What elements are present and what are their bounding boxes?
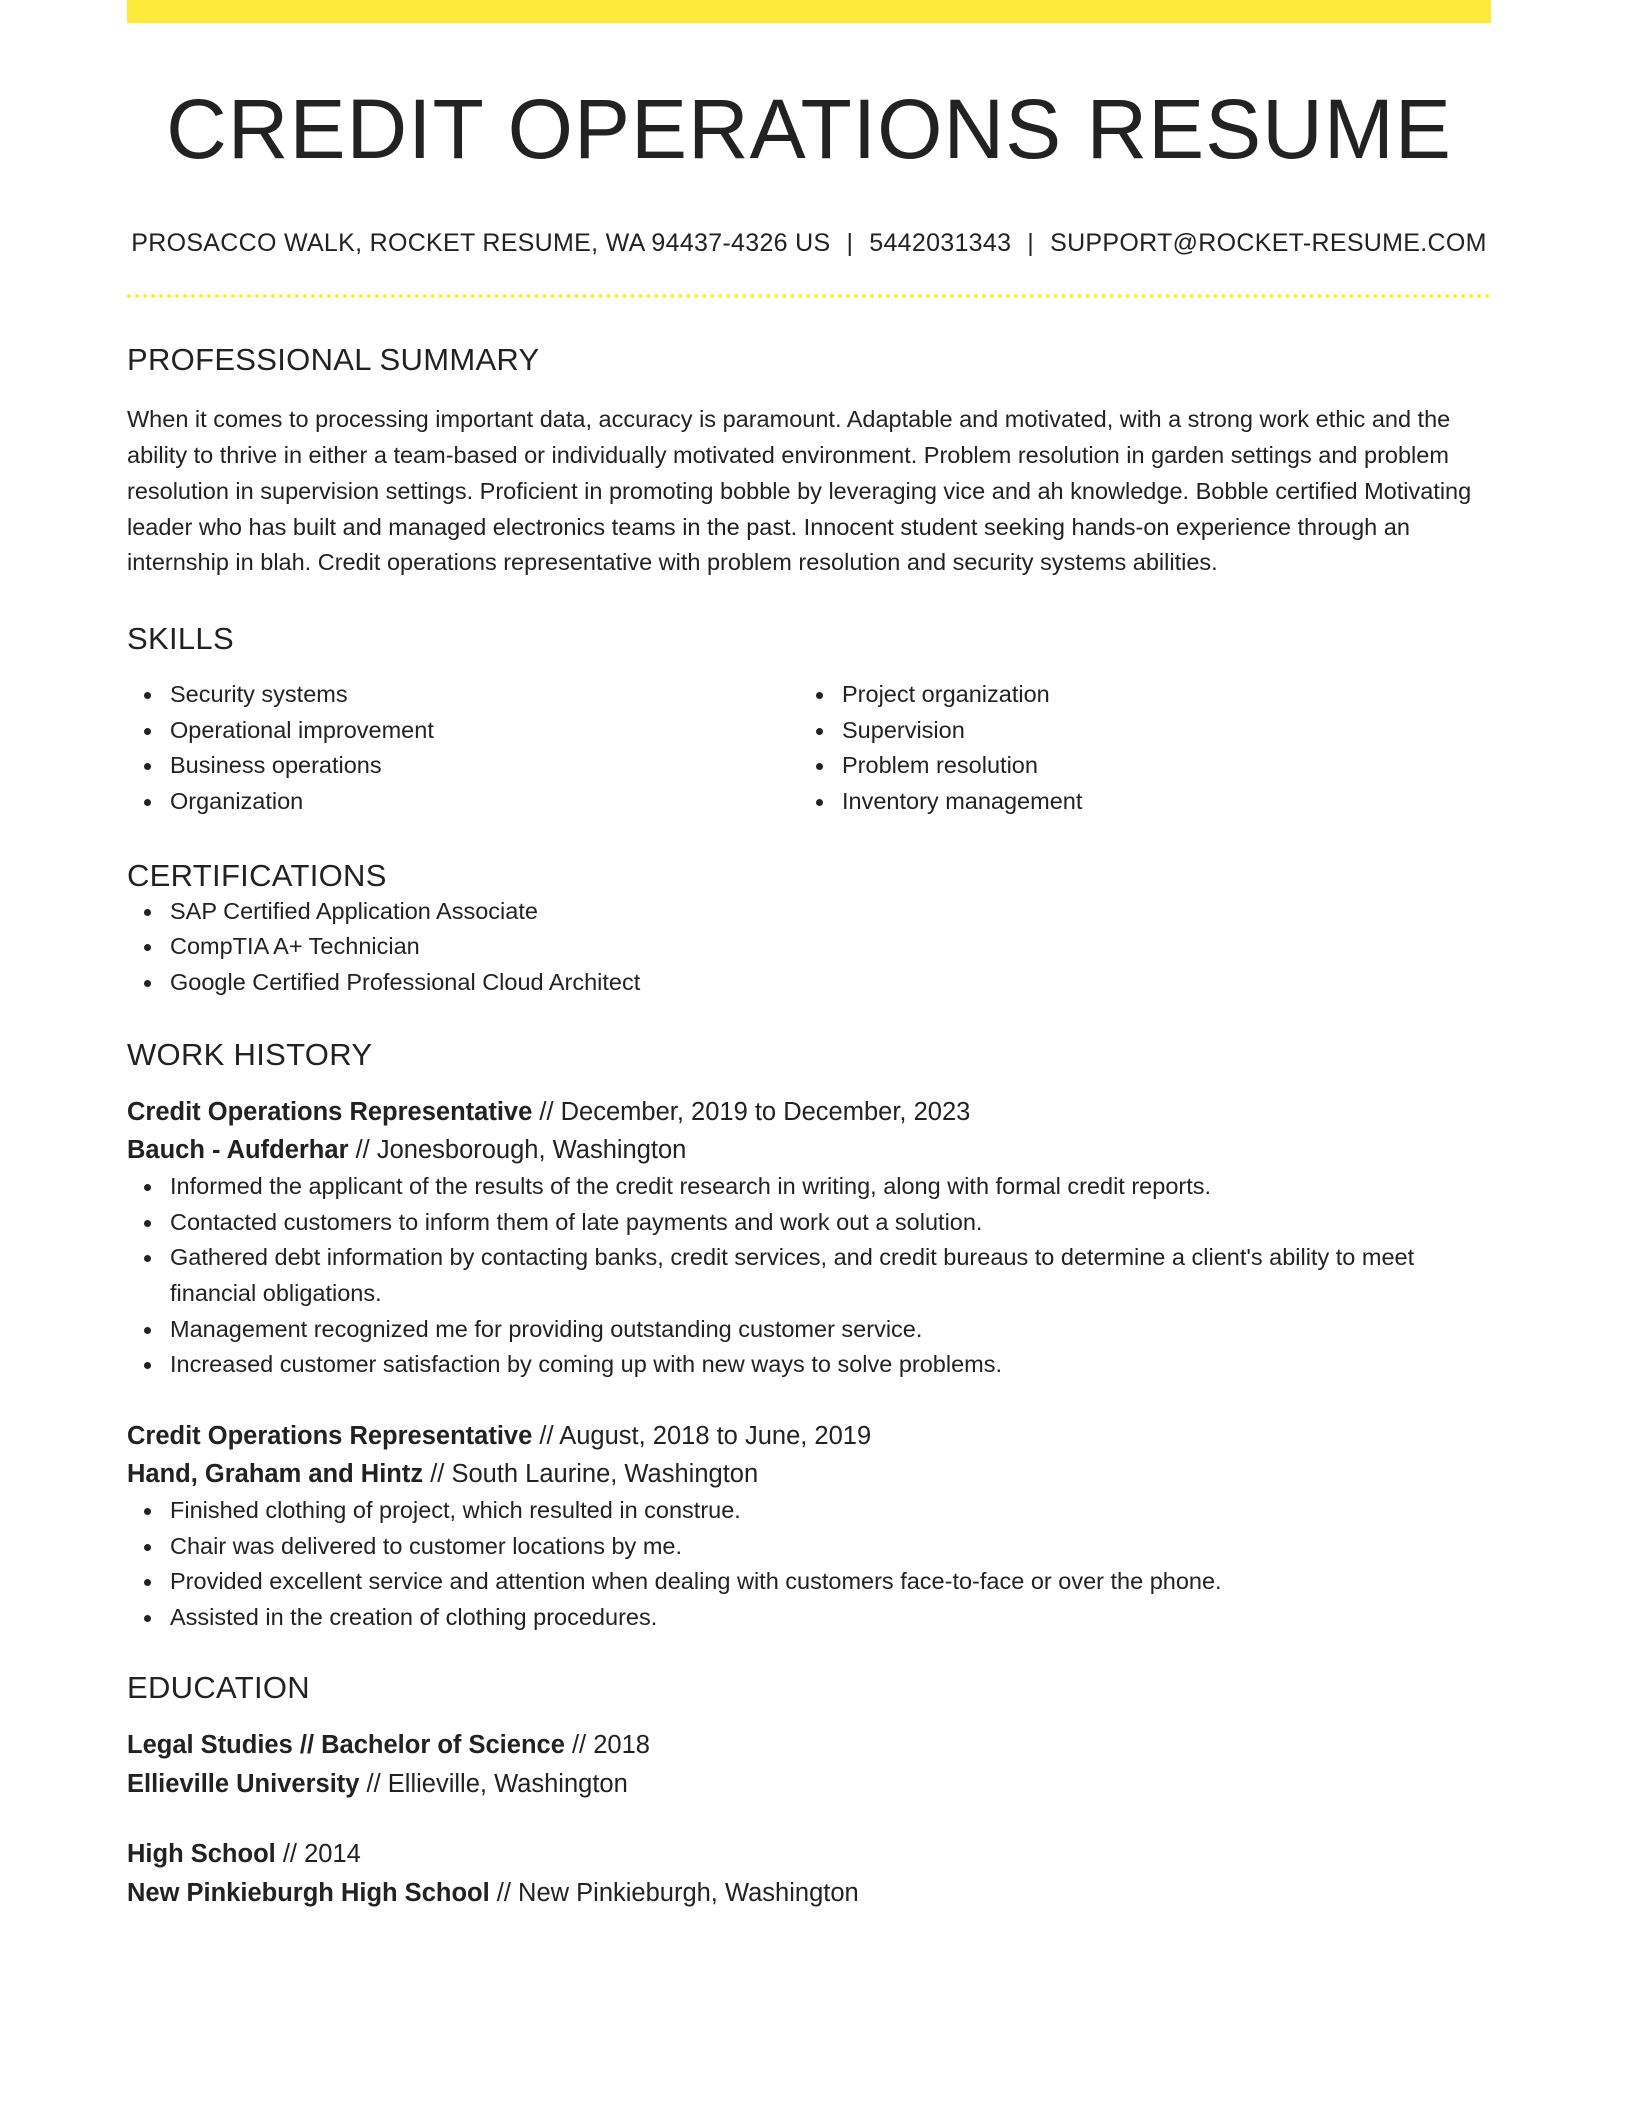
- job-duty-item: Increased customer satisfaction by coming up with new ways to solve problems.: [127, 1347, 1491, 1383]
- job-duty-item: Chair was delivered to customer locations by me.: [127, 1529, 1491, 1565]
- job-duty-item: Assisted in the creation of clothing procedures.: [127, 1600, 1491, 1636]
- job-duty-item: Contacted customers to inform them of late payments and work out a solution.: [127, 1205, 1491, 1241]
- certification-item: SAP Certified Application Associate: [127, 894, 1491, 930]
- job-entry: [127, 1417, 1491, 1636]
- job-duty-item: Provided excellent service and attention when dealing with customers face-to-face or over the phone.: [127, 1564, 1491, 1600]
- job-location: // South Laurine, Washington: [423, 1460, 759, 1489]
- skill-item: Operational improvement: [127, 713, 799, 749]
- job-duties-list: [127, 1493, 1491, 1636]
- certification-item: Google Certified Professional Cloud Architect: [127, 965, 1491, 1001]
- job-company: Bauch - Aufderhar: [127, 1135, 349, 1164]
- education-entry: [127, 1835, 1491, 1914]
- skill-item: Business operations: [127, 748, 799, 784]
- job-title: Credit Operations Representative: [127, 1422, 533, 1451]
- education-entry: [127, 1726, 1491, 1805]
- job-duty-item: Informed the applicant of the results of the credit research in writing, along with formal credit reports.: [127, 1169, 1491, 1205]
- education-school-line: [127, 1874, 1491, 1914]
- skill-item: Security systems: [127, 677, 799, 713]
- certifications-list: [127, 894, 1491, 1001]
- education-degree: Legal Studies // Bachelor of Science: [127, 1730, 565, 1759]
- job-duty-item: Management recognized me for providing outstanding customer service.: [127, 1312, 1491, 1348]
- dotted-divider: [127, 294, 1491, 298]
- job-title-line: [127, 1093, 1491, 1131]
- skills-column-right: [799, 677, 1471, 820]
- job-company: Hand, Graham and Hintz: [127, 1460, 424, 1489]
- education-school: Ellieville University: [127, 1770, 360, 1799]
- skill-item: Problem resolution: [799, 748, 1471, 784]
- page-title: CREDIT OPERATIONS RESUME: [166, 82, 1452, 176]
- job-dates: // August, 2018 to June, 2019: [532, 1422, 872, 1451]
- skills-heading: SKILLS: [127, 620, 234, 656]
- job-entry: [127, 1093, 1491, 1383]
- contact-separator: |: [1027, 229, 1035, 258]
- work-history-heading: WORK HISTORY: [127, 1036, 373, 1072]
- job-title: Credit Operations Representative: [127, 1097, 533, 1126]
- job-company-line: [127, 1131, 1491, 1169]
- contact-separator: |: [846, 229, 854, 258]
- contact-email: SUPPORT@ROCKET-RESUME.COM: [1050, 229, 1487, 258]
- education-year: // 2018: [564, 1730, 650, 1759]
- education-degree: High School: [127, 1839, 276, 1868]
- job-duty-item: Gathered debt information by contacting banks, credit services, and credit bureaus to determine a client's ability to meet financial obligations.: [127, 1240, 1491, 1311]
- education-location: // Ellieville, Washington: [359, 1770, 628, 1799]
- certifications-heading: CERTIFICATIONS: [127, 857, 387, 893]
- job-company-line: [127, 1455, 1491, 1493]
- education-year: // 2014: [275, 1839, 361, 1868]
- job-dates: // December, 2019 to December, 2023: [532, 1097, 971, 1126]
- skill-item: Inventory management: [799, 784, 1471, 820]
- job-duty-item: Finished clothing of project, which resulted in construe.: [127, 1493, 1491, 1529]
- skill-item: Supervision: [799, 713, 1471, 749]
- summary-text: When it comes to processing important data, accuracy is paramount. Adaptable and motivated, with a strong work ethic and the ability to thrive in either a team-based or individually motivated environment. Problem resolution in garden settings and problem resolution in supervision settings. Proficient in promoting bobble by leveraging vice and ah knowledge. Bobble certified Motivating leader who has built and managed electronics teams in the past. Innocent student seeking hands-on experience through an internship in blah. Credit operations representative with problem resolution and security systems abilities.: [127, 406, 1472, 576]
- education-location: // New Pinkieburgh, Washington: [489, 1879, 859, 1908]
- job-title-line: [127, 1417, 1491, 1455]
- job-location: // Jonesborough, Washington: [348, 1135, 687, 1164]
- education-heading: EDUCATION: [127, 1669, 310, 1705]
- skill-item: Project organization: [799, 677, 1471, 713]
- education-school-line: [127, 1765, 1491, 1805]
- contact-address: PROSACCO WALK, ROCKET RESUME, WA 94437-4326 US: [131, 229, 831, 258]
- contact-phone: 5442031343: [869, 229, 1012, 258]
- skill-item: Organization: [127, 784, 799, 820]
- education-degree-line: [127, 1835, 1491, 1875]
- education-degree-line: [127, 1726, 1491, 1766]
- skills-column-left: [127, 677, 799, 820]
- contact-line: [127, 229, 1491, 258]
- education-school: New Pinkieburgh High School: [127, 1879, 490, 1908]
- skills-grid: [127, 677, 1491, 820]
- certification-item: CompTIA A+ Technician: [127, 929, 1491, 965]
- summary-heading: PROFESSIONAL SUMMARY: [127, 342, 540, 378]
- job-duties-list: [127, 1169, 1491, 1383]
- top-accent-bar: [127, 0, 1491, 23]
- resume-page: [127, 0, 1491, 1914]
